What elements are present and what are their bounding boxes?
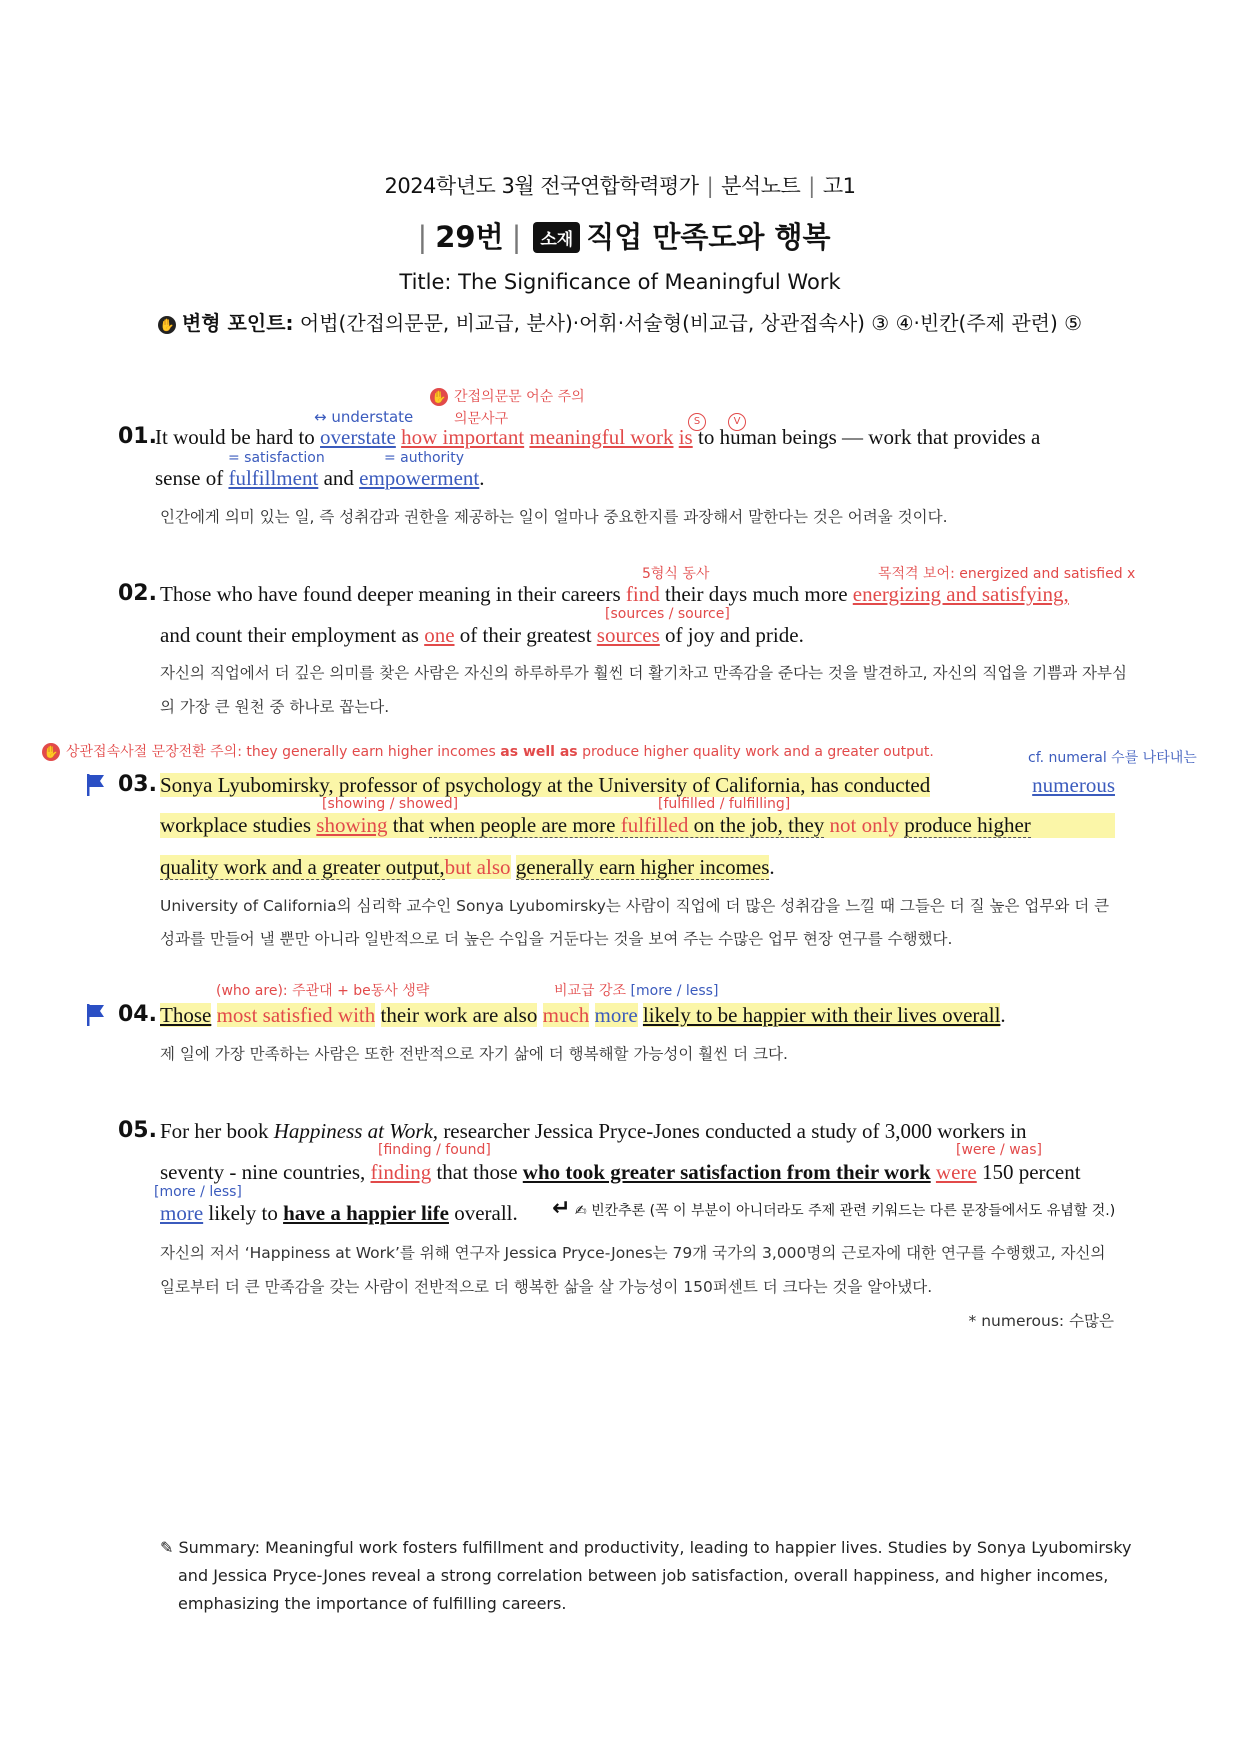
exam-info: 2024학년도 3월 전국연합학력평가 | 분석노트 | 고1 (384, 174, 856, 198)
summary-line-3: emphasizing the importance of fulfilling careers. (178, 1594, 567, 1613)
subject-mark: S (688, 409, 706, 431)
note-more-less: [more / less] (154, 1184, 242, 1200)
note-object-complement: 목적격 보어: energized and satisfied x (878, 566, 1136, 582)
topic-title: 직업 만족도와 행복 (586, 220, 831, 254)
sentence-2-line-2: and count their employment as one of their greatest sources of joy and pride. (160, 623, 804, 647)
note-authority: = authority (384, 450, 464, 466)
sentence-3-line-2: workplace studies showing that when people are more fulfilled on the job, they not only produce higher (160, 813, 1115, 838)
summary (160, 1534, 1131, 1618)
translation-5-line-1: 자신의 저서 ‘Happiness at Work’를 위해 연구자 Jessica Pryce-Jones는 79개 국가의 3,000명의 근로자에 대한 연구를 수행했고, 자신의 (160, 1244, 1106, 1262)
sentence-1-line-1: It would be hard to overstate how important meaningful work is to human beings — work that provides a (155, 425, 1041, 449)
verb-mark: V (728, 409, 746, 431)
points-label: 변형 포인트: (181, 311, 294, 335)
note-wh-clause: 의문사구 (454, 411, 509, 427)
note-blank-inference: ↵ ✍ 빈칸추론 (꼭 이 부분이 아니더라도 주제 관련 키워드는 다른 문장들에서도 유념할 것.) (552, 1196, 1116, 1221)
flag-icon (86, 1003, 106, 1027)
note-omitted-relative: (who are): 주관대 + be동사 생략 (216, 983, 430, 999)
translation-1: 인간에게 의미 있는 일, 즉 성취감과 권한을 제공하는 일이 얼마나 중요한지를 과장해서 말한다는 것은 어려울 것이다. (160, 508, 948, 526)
doc-type: 분석노트 (721, 174, 801, 198)
note-sources: [sources / source] (605, 606, 730, 622)
sentence-number: 01. (118, 424, 157, 449)
sentence-number: 02. (118, 581, 157, 606)
topic-badge: 소재 (533, 222, 580, 253)
translation-2-line-1: 자신의 직업에서 더 깊은 의미를 찾은 사람은 자신의 하루하루가 훨씬 더 활기차고 만족감을 준다는 것을 발견하고, 자신의 직업을 기쁨과 자부심 (160, 664, 1127, 682)
note-satisfaction: = satisfaction (228, 450, 325, 466)
sentence-number: 04. (118, 1002, 157, 1027)
note-numeral: cf. numeral 수를 나타내는 (1028, 750, 1197, 766)
question-number: 29번 (435, 220, 504, 254)
return-arrow-icon: ↵ (552, 1196, 571, 1221)
note-comparative-emphasis: 비교급 강조 [more / less] (554, 983, 719, 999)
note-understate: ↔ understate (314, 408, 414, 426)
question-heading: | 29번 | 소재 직업 만족도와 행복 (417, 220, 831, 254)
translation-3-line-2: 성과를 만들어 낼 뿐만 아니라 일반적으로 더 높은 수입을 거둔다는 것을 보여 주는 수많은 업무 현장 연구를 수행했다. (160, 930, 953, 948)
summary-line-1: ✎ Summary: Meaningful work fosters fulfillment and productivity, leading to happier lives. Studies by Sonya Lyubomirsky (160, 1538, 1132, 1557)
sentence-number: 03. (118, 772, 157, 797)
translation-3-line-1: University of California의 심리학 교수인 Sonya Lyubomirsky는 사람이 직업에 더 많은 성취감을 느낄 때 그들은 더 질 높은 업무와 더 큰 (160, 897, 1110, 915)
note-showing: [showing / showed] (322, 796, 459, 812)
note-finding: [finding / found] (378, 1142, 491, 1158)
sentence-5-line-2: seventy - nine countries, finding that those who took greater satisfaction from their work were 150 percent (160, 1160, 1081, 1184)
hand-icon: ✋ (43, 745, 59, 759)
sentence-3-line-1: Sonya Lyubomirsky, professor of psychology at the University of California, has conducted numerous (160, 773, 1115, 797)
points-text: 어법(간접의문문, 비교급, 분사)·어휘·서술형(비교급, 상관접속사) ③ ④·빈칸(주제 관련) ⑤ (299, 311, 1083, 335)
sentence-5-line-1: For her book Happiness at Work, researcher Jessica Pryce-Jones conducted a study of 3,000 workers in (160, 1119, 1027, 1143)
sentence-number: 05. (118, 1118, 157, 1143)
note-indirect-question: ✋ 간접의문문 어순 주의 (431, 389, 585, 405)
translation-2-line-2: 의 가장 큰 원천 중 하나로 꼽는다. (160, 698, 390, 716)
sentence-1-line-2: sense of fulfillment and empowerment. (155, 466, 485, 490)
pen-icon: ✍ (574, 1203, 587, 1219)
grade: 고1 (822, 174, 856, 198)
translation-5-line-2: 일로부터 더 큰 만족감을 갖는 사람이 전반적으로 더 행복한 삶을 살 가능성이 150퍼센트 더 크다는 것을 알아냈다. (160, 1278, 933, 1296)
note-were: [were / was] (956, 1142, 1042, 1158)
flag-icon (86, 773, 106, 797)
variation-points (0, 307, 1240, 336)
hand-icon: ✋ (159, 317, 175, 332)
sentence-2-line-1: Those who have found deeper meaning in their careers find their days much more energizing and satisfying, (160, 582, 1069, 606)
note-fulfilled: [fulfilled / fulfilling] (658, 796, 791, 812)
note-5form-verb: 5형식 동사 (642, 566, 710, 582)
summary-line-2: and Jessica Pryce-Jones reveal a strong correlation between job satisfaction, overall happiness, and higher incomes, (178, 1566, 1109, 1585)
passage-title: Title: The Significance of Meaningful Work (399, 270, 841, 294)
exam-name: 2024학년도 3월 전국연합학력평가 (384, 174, 699, 198)
hand-icon: ✋ (431, 390, 447, 404)
sentence-5-line-3: more likely to have a happier life overall. (160, 1201, 518, 1225)
sentence-4: Those most satisfied with their work are also much more likely to be happier with their lives overall. (160, 1003, 1006, 1027)
translation-4: 제 일에 가장 만족하는 사람은 또한 전반적으로 자기 삶에 더 행복해할 가능성이 훨씬 더 크다. (160, 1045, 788, 1063)
vocab-note: * numerous: 수많은 (968, 1312, 1114, 1330)
sentence-3-line-3: quality work and a greater output,but also generally earn higher incomes. (160, 855, 775, 879)
note-correlative: ✋ 상관접속사절 문장전환 주의: they generally earn higher incomes as well as produce higher quality work and a greater output. (43, 744, 934, 760)
